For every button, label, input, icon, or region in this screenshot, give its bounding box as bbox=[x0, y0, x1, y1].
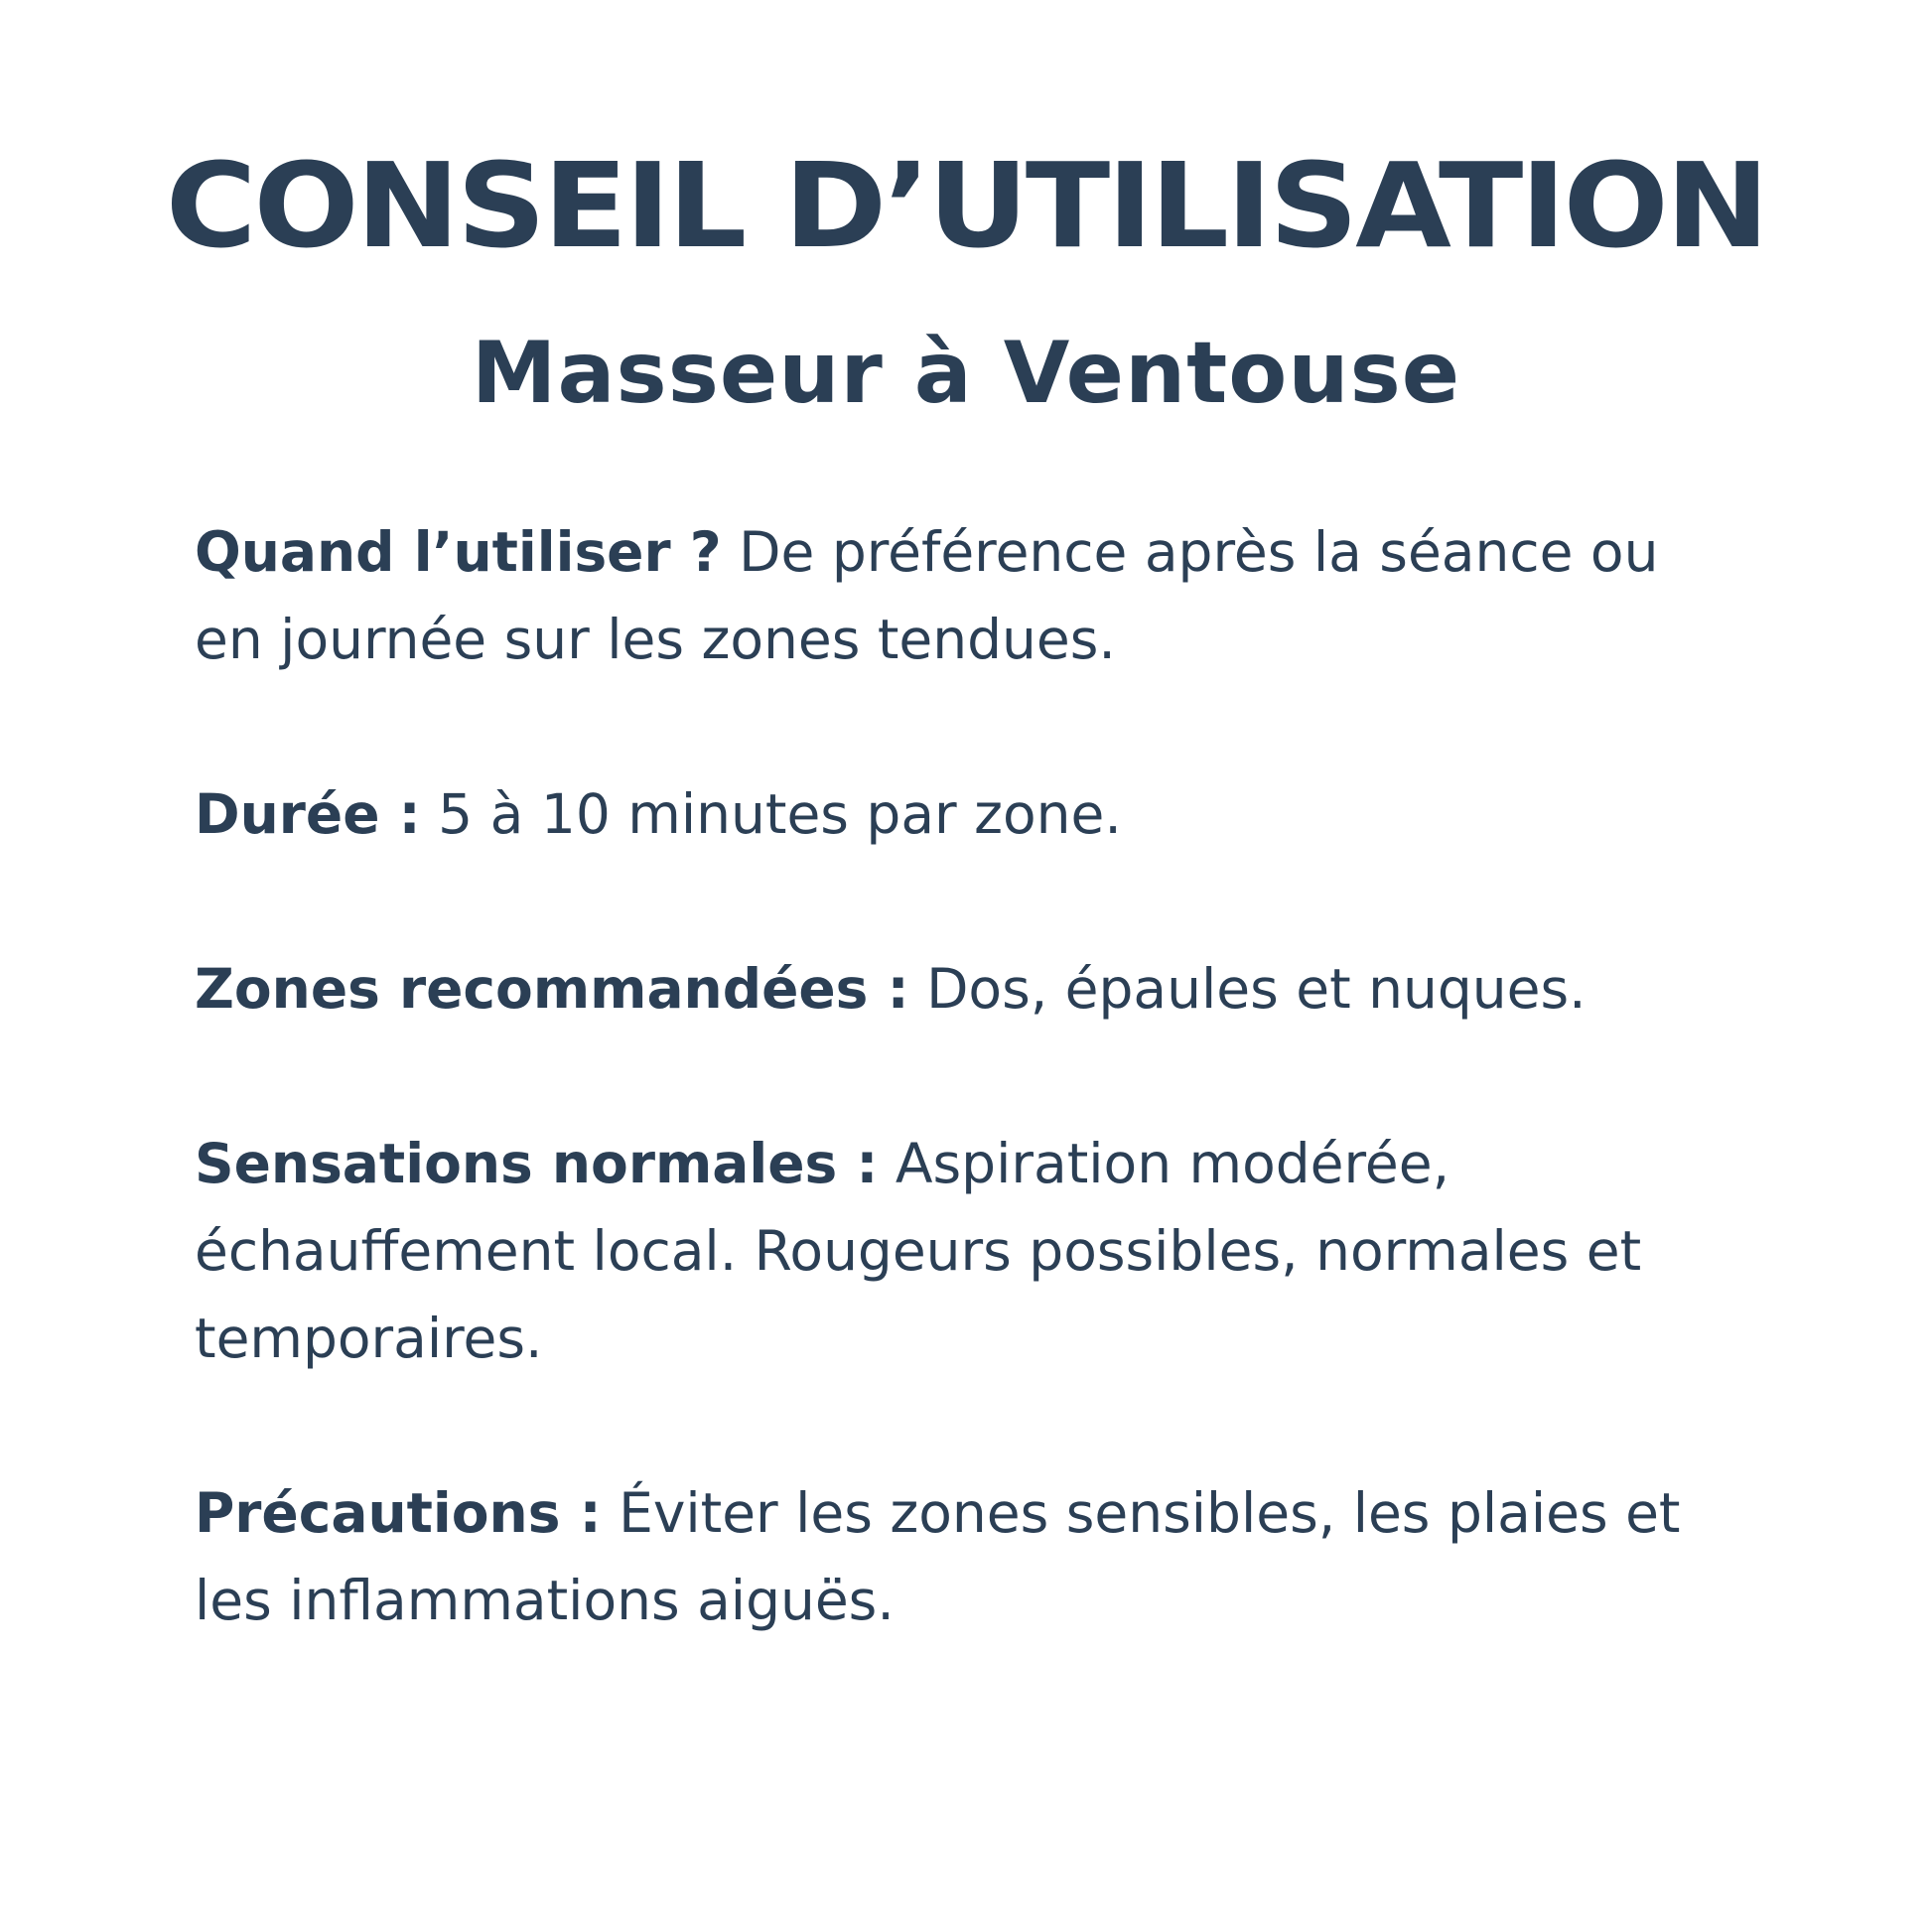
advice-duration bbox=[195, 770, 1743, 858]
advice-precautions-label: Précautions : bbox=[195, 1481, 602, 1545]
advice-zones-label: Zones recommandées : bbox=[195, 957, 909, 1021]
advice-precautions-text: Éviter les zones sensibles, les plaies et les inflammations aiguës. bbox=[195, 1481, 1681, 1632]
advice-duration-text: 5 à 10 minutes par zone. bbox=[438, 782, 1122, 846]
advice-duration-label: Durée : bbox=[195, 782, 421, 846]
advice-zones-text: Dos, épaules et nuques. bbox=[926, 957, 1587, 1021]
page-subtitle: Masseur à Ventouse bbox=[471, 324, 1461, 423]
advice-when-text: De préférence après la séance ou en journée sur les zones tendues. bbox=[195, 520, 1659, 671]
advice-list bbox=[195, 508, 1743, 1731]
advice-sensations bbox=[195, 1120, 1743, 1382]
advice-zones bbox=[195, 945, 1743, 1033]
advice-precautions bbox=[195, 1469, 1743, 1644]
advice-when-label: Quand l’utiliser ? bbox=[195, 520, 722, 584]
advice-when bbox=[195, 508, 1743, 683]
advice-sensations-label: Sensations normales : bbox=[195, 1132, 879, 1195]
advice-sensations-text: Aspiration modérée, échauffement local. Rougeurs possibles, normales et temporaires. bbox=[195, 1132, 1642, 1370]
page-title: CONSEIL D’UTILISATION bbox=[165, 137, 1767, 274]
